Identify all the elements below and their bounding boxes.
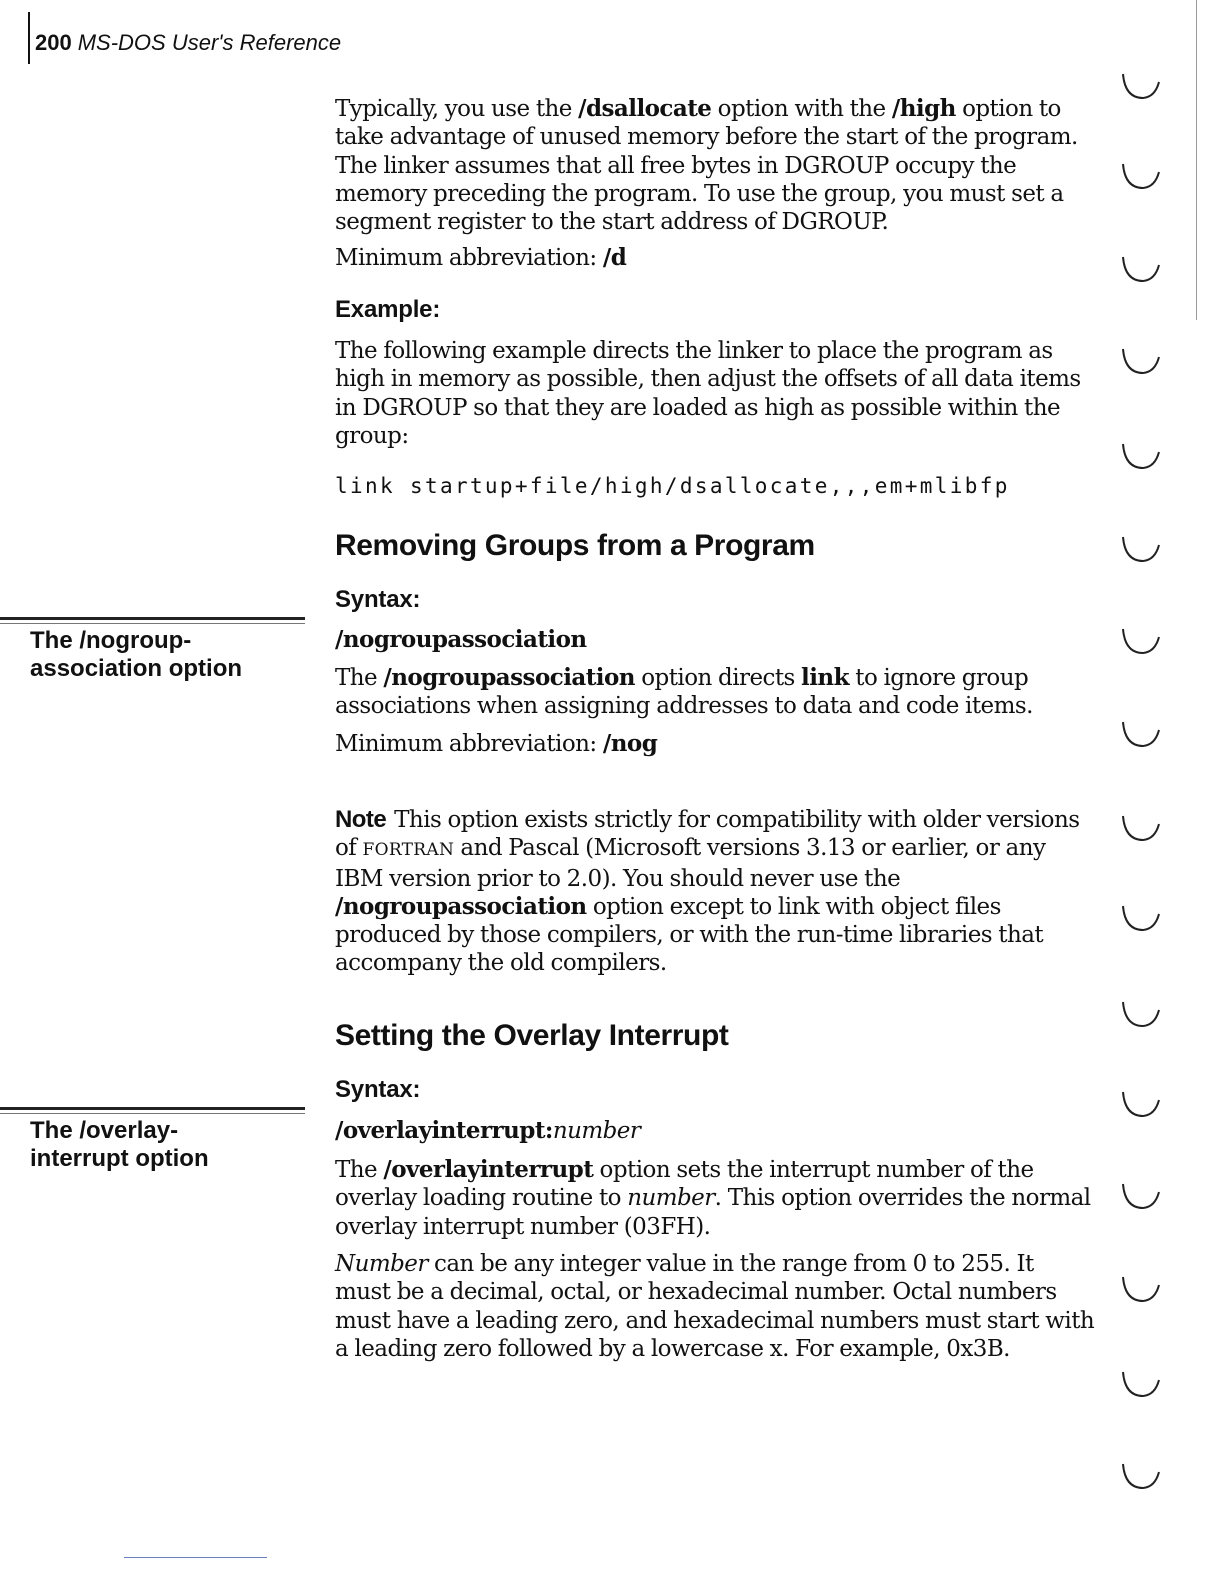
margin-rule-overlay-thin [0, 1113, 305, 1114]
intro-abbreviation: Minimum abbreviation: /d [335, 244, 627, 271]
link-command: link [801, 664, 849, 691]
dsallocate-option: /dsallocate [578, 95, 712, 122]
overlay-number-paragraph: Number can be any integer value in the range from 0 to 255. It must be a decimal, octal, or hexadecimal number. Octal numbers must have a leading zero, and hexadecimal numbers must start with a leading zero followed by a lowercase x. For example, 0x3B. [335, 1251, 1095, 1362]
binding-hole-icon [1117, 70, 1165, 102]
binding-hole-icon [1117, 1088, 1165, 1120]
binding-hole-icon [1117, 345, 1165, 377]
groups-abbreviation: Minimum abbreviation: /nog [335, 730, 658, 757]
binding-hole-icon [1117, 1273, 1165, 1305]
abbr-nog: /nog [602, 730, 658, 757]
header-rule [28, 12, 30, 64]
example-code: link startup+file/high/dsallocate,,,em+mlibfp [335, 474, 1010, 498]
abbr-d: /d [602, 244, 627, 271]
binding-hole-icon [1117, 440, 1165, 472]
example-heading: Example: [335, 296, 441, 323]
intro-paragraph: Typically, you use the /dsallocate option with the /high option to take advantage of unused memory before the start of the program. The linker assumes that all free bytes in DGROUP occupy the memory preceding the program. To use the group, you must set a segment register to the start address of DGROUP. [335, 95, 1078, 236]
binding-hole-icon [1117, 1180, 1165, 1212]
binding-hole-icon [1117, 1460, 1165, 1492]
footer-rule [124, 1557, 267, 1558]
groups-description: The /nogroupassociation option directs link to ignore group associations when assigning addresses to data and code items. [335, 664, 1033, 720]
page-number: 200 [35, 30, 72, 55]
margin-rule-groups [0, 617, 305, 620]
intro-section [335, 95, 1095, 236]
binding-hole-icon [1117, 625, 1165, 657]
syntax-heading-overlay: Syntax: [335, 1076, 421, 1103]
example-text: The following example directs the linker to place the program as high in memory as possible, then adjust the offsets of all data items in DGROUP so that they are loaded as high as possible within the group: [335, 338, 1081, 449]
section-title-groups: Removing Groups from a Program [335, 529, 815, 562]
binding-hole-icon [1117, 902, 1165, 934]
section-title-overlay: Setting the Overlay Interrupt [335, 1019, 729, 1052]
high-option: /high [891, 95, 956, 122]
page-edge-line [1196, 0, 1197, 320]
margin-note-overlay: The /overlay- interrupt option [30, 1117, 209, 1172]
binding-hole-icon [1117, 160, 1165, 192]
note-label: Note [335, 806, 387, 833]
running-header [35, 30, 341, 56]
margin-note-nogroup: The /nogroup- association option [30, 627, 243, 682]
margin-rule-overlay [0, 1107, 305, 1110]
note-block: Note This option exists strictly for compatibility with older versions of FORTRAN and Pascal (Microsoft versions 3.13 or earlier, or any IBM version prior to 2.0). You should never use the /nogroupassociation option except to link with object files produced by those compilers, or with the run-time libraries that accompany the old compilers. [335, 806, 1080, 977]
binding-hole-icon [1117, 718, 1165, 750]
binding-hole-icon [1117, 812, 1165, 844]
syntax-groups: /nogroupassociation [335, 626, 587, 653]
margin-rule-groups-thin [0, 623, 305, 624]
book-title: MS-DOS User's Reference [77, 30, 342, 55]
syntax-overlay: /overlayinterrupt:number [335, 1117, 641, 1144]
binding-hole-icon [1117, 533, 1165, 565]
binding-hole-icon [1117, 998, 1165, 1030]
syntax-heading-groups: Syntax: [335, 586, 421, 613]
binding-hole-icon [1117, 1368, 1165, 1400]
overlay-description: The /overlayinterrupt option sets the interrupt number of the overlay loading routine to number. This option overrides the normal overlay interrupt number (03FH). [335, 1156, 1091, 1240]
binding-hole-icon [1117, 253, 1165, 285]
